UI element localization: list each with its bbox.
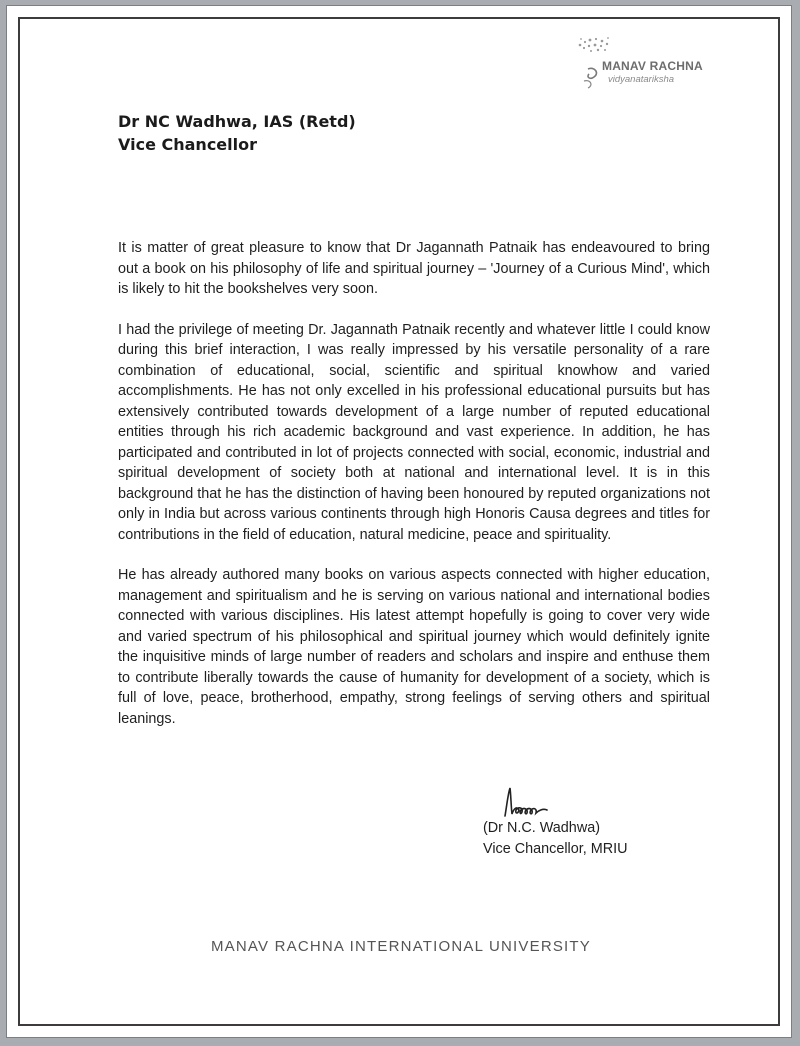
logo-name: MANAV RACHNA — [602, 59, 703, 73]
signature-block — [483, 818, 628, 860]
university-logo — [572, 33, 742, 93]
paragraph-3: He has already authored many books on various aspects connected with higher education, management and spiritualism and he is serving on various national and international bodies connected with various disciplines. His latest attempt hopefully is going to cover very wide and varied spectrum of his philosophical and spiritual journey which would definitely ignite the inquisitive minds of large number of readers and scholars and inspire and enthuse them to contribute liberally towards the cause of humanity for development of a society, which is full of love, peace, brotherhood, empathy, strong feelings of serving others and spiritual leanings. — [118, 567, 710, 727]
footer-university-name: MANAV RACHNA INTERNATIONAL UNIVERSITY — [210, 938, 591, 955]
paragraph-1: It is matter of great pleasure to know that Dr Jagannath Patnaik has endeavoured to bring out a book on his philosophy of life and spiritual journey – 'Journey of a Curious Mind', which is likely to hit the bookshelves very soon. — [118, 240, 710, 297]
author-name: Dr NC Wadhwa, IAS (Retd) — [118, 112, 356, 131]
letter-header — [118, 110, 356, 156]
handwritten-signature — [501, 786, 561, 822]
author-title: Vice Chancellor — [118, 135, 257, 154]
logo-tagline: vidyanatariksha — [608, 74, 675, 85]
signatory-designation: Vice Chancellor, MRIU — [483, 841, 628, 857]
letter-page — [6, 5, 792, 1038]
letter-body — [118, 238, 710, 749]
signatory-name: (Dr N.C. Wadhwa) — [483, 820, 601, 836]
paragraph-2: I had the privilege of meeting Dr. Jagannath Patnaik recently and whatever little I could know during this brief interaction, I was really impressed by his versatile personality of a rare combination of educational, social, scientific and spiritual knowhow and varied accomplishments. He has not only excelled in his professional educational pursuits but has extensively contributed towards development of a large number of reputed educational entities through his rich academic background and vast experience. In addition, he has participated and contributed in lot of projects connected with social, economic, industrial and spiritual development of society both at national and international level. It is in this background that he has the distinction of having been honoured by reputed organizations not only in India but across various continents through high Honoris Causa degrees and titles for contributions in the field of education, natural medicine, peace and spirituality. — [118, 321, 710, 543]
